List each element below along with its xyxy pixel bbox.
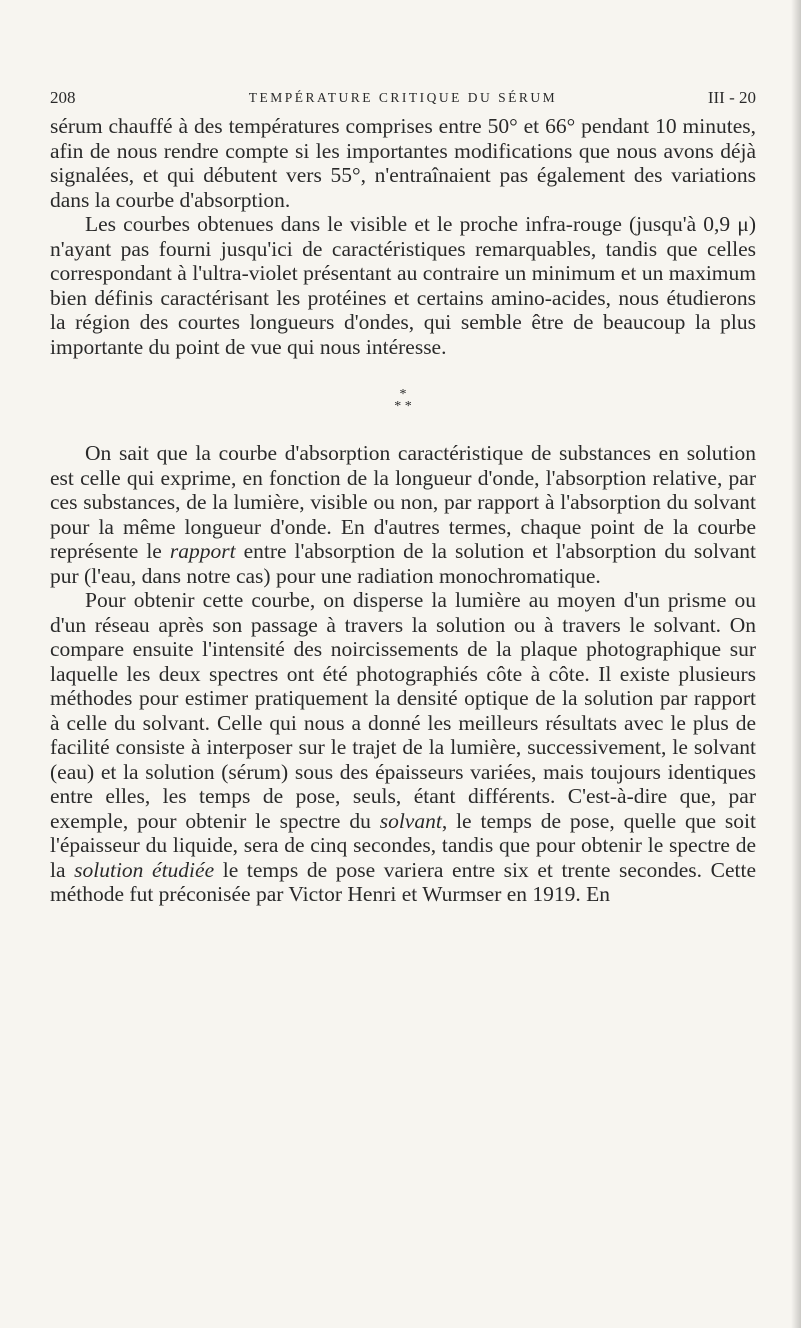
paragraph-4 (50, 588, 756, 907)
paragraph-4-emphasis-1: solvant (379, 808, 442, 833)
paragraph-1: sérum chauffé à des températures comprises entre 50° et 66° pendant 10 minutes, afin de nous rendre compte si les importantes modifications que nous avons déjà signalées, et qui débutent vers 55°, n'entraînaient pas également des variations dans la courbe d'absorption. (50, 114, 756, 212)
page-edge-shadow (791, 0, 801, 1328)
page-number: 208 (50, 88, 76, 107)
asterisk-top: * (399, 387, 407, 402)
paragraph-3-text-b: entre l'absorption de la solution et l'absorption du solvant pur (l'eau, dans notre cas) pour une radiation monochromatique. (50, 539, 756, 588)
paragraph-3-text-a: On sait que la courbe d'absorption caractéristique de substances en solution est celle qui exprime, en fonction de la longueur d'onde, l'absorption relative, par ces substances, de la lumière, visible ou non, par rapport à l'absorption du solvant pour la même longueur d'onde. En d'autres termes, chaque point de la courbe représente le (50, 441, 756, 563)
section-separator (50, 389, 756, 413)
paragraph-4-text-a: Pour obtenir cette courbe, on disperse la lumière au moyen d'un prisme ou d'un réseau après son passage à travers la solution ou à travers le solvant. On compare ensuite l'intensité des noircissements de la plaque photographique sur laquelle les deux spectres ont été photographiés côte à côte. Il existe plusieurs méthodes pour estimer pratiquement la densité optique de la solution par rapport à celle du solvant. Celle qui nous a donné les meilleurs résultats avec le plus de facilité consiste à interposer sur le trajet de la lumière, successivement, le solvant (eau) et la solution (sérum) sous des épaisseurs variées, mais toujours identiques entre elles, les temps de pose, seuls, étant différents. C'est-à-dire que, par exemple, pour obtenir le spectre du (50, 588, 756, 833)
section-marker: III - 20 (707, 88, 756, 107)
running-title: TEMPÉRATURE CRITIQUE DU SÉRUM (248, 90, 558, 105)
page-header (50, 88, 756, 114)
body-text (50, 114, 756, 907)
paragraph-4-text-c: le temps de pose variera entre six et trente secondes. Cette méthode fut préconisée par Victor Henri et Wurmser en 1919. En (50, 857, 756, 906)
paragraph-4-text-b: , le temps de pose, quelle que soit l'épaisseur du liquide, sera de cinq secondes, tandis que pour obtenir le spectre de la (50, 808, 756, 882)
paragraph-2: Les courbes obtenues dans le visible et le proche infra-rouge (jusqu'à 0,9 μ) n'ayant pas fourni jusqu'ici de caractéristiques remarquables, tandis que celles correspondant à l'ultra-violet présentant au contraire un minimum et un maximum bien définis caractérisant les protéines et certains amino-acides, nous étudierons la région des courtes longueurs d'ondes, qui semble être de beaucoup la plus importante du point de vue qui nous intéresse. (50, 212, 756, 359)
paragraph-3 (50, 441, 756, 588)
paragraph-3-emphasis: rapport (169, 539, 236, 563)
paragraph-4-emphasis-2: solution étudiée (74, 857, 215, 882)
asterisk-bottom: * * (394, 399, 412, 414)
